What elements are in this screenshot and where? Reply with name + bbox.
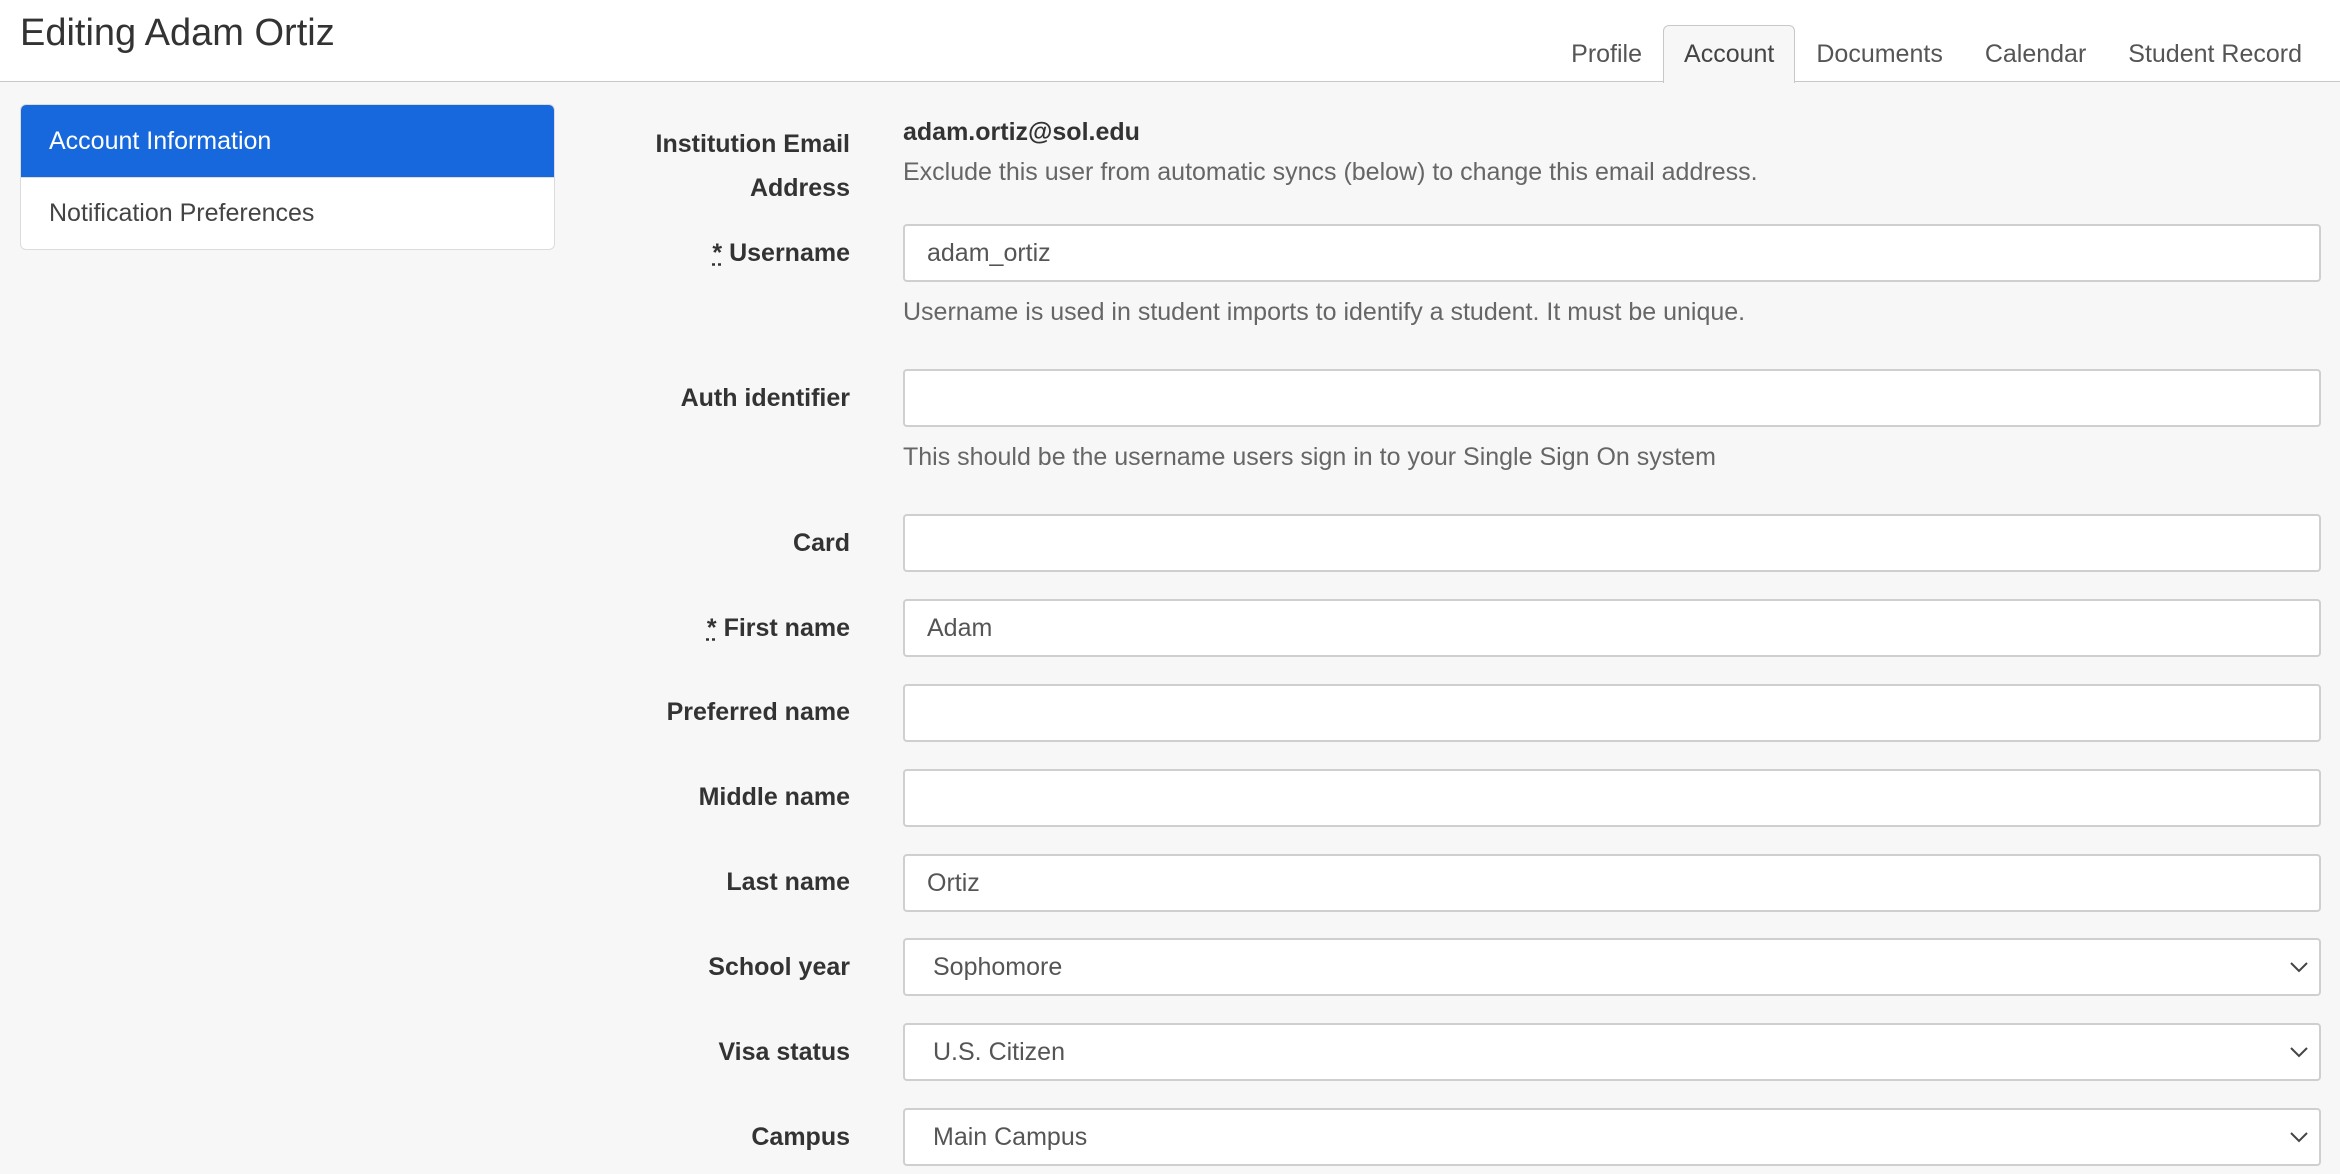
campus-select-wrap [903, 1108, 2321, 1166]
first-name-label-text: First name [723, 614, 850, 642]
tab-account[interactable]: Account [1663, 25, 1795, 83]
last-name-label: Last name [726, 868, 850, 896]
sidebar-item-account-information[interactable]: Account Information [21, 105, 554, 177]
last-name-input[interactable] [903, 854, 2321, 912]
tab-calendar[interactable]: Calendar [1984, 40, 2087, 68]
school-year-select-wrap [903, 938, 2321, 996]
email-label-line2: Address [749, 174, 850, 202]
preferred-name-label: Preferred name [666, 698, 850, 726]
school-year-field-wrap [903, 938, 2321, 996]
last-name-field-wrap [903, 854, 2321, 912]
username-input[interactable] [903, 224, 2321, 282]
campus-field-wrap [903, 1108, 2321, 1166]
sidebar-item-notification-preferences[interactable]: Notification Preferences [21, 177, 554, 249]
card-label: Card [793, 529, 850, 557]
auth-identifier-help-text: This should be the username users sign in to your Single Sign On system [903, 443, 1716, 471]
email-field [903, 116, 2321, 187]
visa-status-select-wrap [903, 1023, 2321, 1081]
auth-identifier-label: Auth identifier [680, 384, 850, 412]
page-title: Editing Adam Ortiz [20, 12, 335, 54]
sidebar-nav [20, 104, 555, 250]
required-marker: * [706, 614, 717, 642]
auth-identifier-input[interactable] [903, 369, 2321, 427]
tab-profile[interactable]: Profile [1571, 40, 1643, 68]
middle-name-input[interactable] [903, 769, 2321, 827]
preferred-name-input[interactable] [903, 684, 2321, 742]
middle-name-label: Middle name [698, 783, 850, 811]
school-year-label: School year [708, 953, 850, 981]
username-label [600, 236, 850, 270]
tab-student-record[interactable]: Student Record [2128, 40, 2302, 68]
tab-documents[interactable]: Documents [1816, 40, 1943, 68]
email-value: adam.ortiz@sol.edu [903, 118, 1140, 146]
visa-status-field-wrap [903, 1023, 2321, 1081]
middle-name-field-wrap [903, 769, 2321, 827]
card-input[interactable] [903, 514, 2321, 572]
username-help-text: Username is used in student imports to identify a student. It must be unique. [903, 298, 1746, 326]
campus-label: Campus [751, 1123, 850, 1151]
school-year-select[interactable] [903, 938, 2321, 996]
page-header [0, 0, 2340, 82]
first-name-input[interactable] [903, 599, 2321, 657]
username-label-text: Username [729, 239, 850, 267]
auth-identifier-field-wrap [903, 369, 2321, 472]
first-name-label [600, 611, 850, 645]
visa-status-select[interactable] [903, 1023, 2321, 1081]
username-field-wrap [903, 224, 2321, 327]
email-label-line1: Institution Email [655, 130, 850, 158]
visa-status-label: Visa status [718, 1038, 850, 1066]
campus-select[interactable] [903, 1108, 2321, 1166]
card-field-wrap [903, 514, 2321, 572]
tab-bar [1550, 25, 2340, 82]
first-name-field-wrap [903, 599, 2321, 657]
required-marker: * [712, 239, 723, 267]
preferred-name-field-wrap [903, 684, 2321, 742]
email-help-text: Exclude this user from automatic syncs (below) to change this email address. [903, 158, 1758, 186]
email-label [600, 127, 850, 205]
